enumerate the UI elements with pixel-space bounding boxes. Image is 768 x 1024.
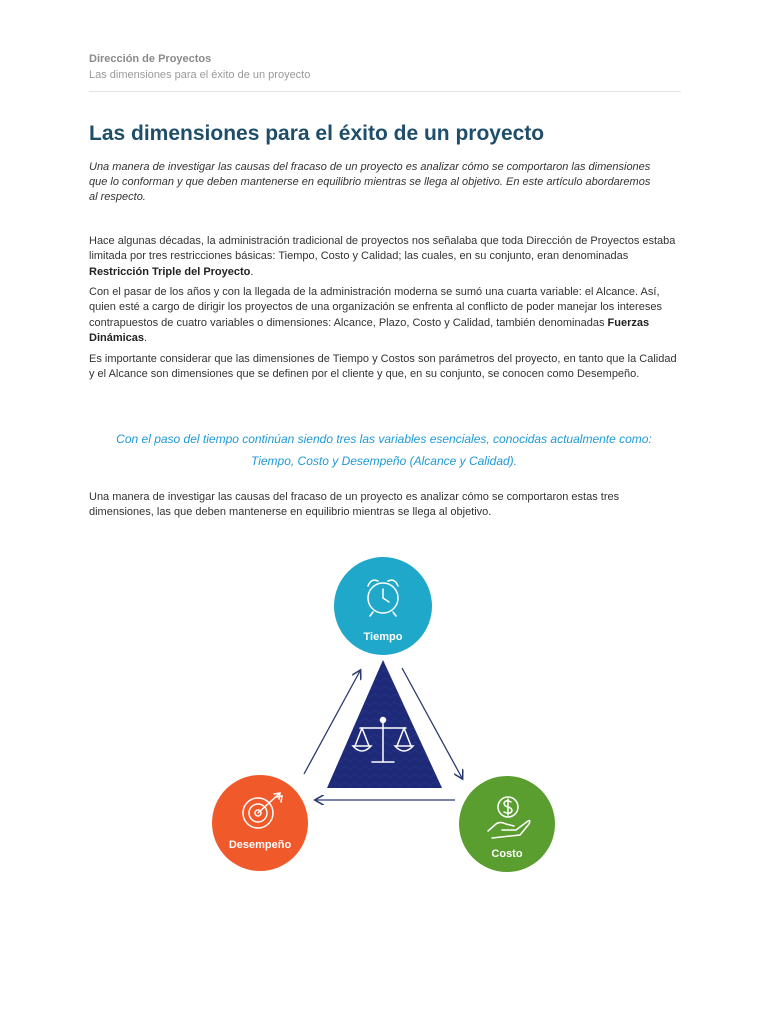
article-title: Las dimensiones para el éxito de un proyecto (89, 122, 545, 145)
paragraph-1-bold: Restricción Triple del Proyecto (89, 265, 251, 278)
node-desempeno-circle (212, 775, 308, 871)
pull-quote-line-2: Tiempo, Costo y Desempeño (Alcance y Calidad). (250, 454, 517, 468)
center-triangle (327, 660, 442, 788)
paragraph-1-end: . (250, 265, 254, 278)
pull-quote-line-1: Con el paso del tiempo continúan siendo tres las variables esenciales, conocidas actualmente como: (116, 432, 652, 446)
header-divider (89, 91, 681, 92)
paragraph-2 (89, 285, 679, 346)
node-tiempo-label: Tiempo (363, 631, 403, 643)
dimensions-diagram (190, 548, 570, 888)
article-lead: Una manera de investigar las causas del fracaso de un proyecto es analizar cómo se comportaron las dimensiones que lo conforman y que deben mantenerse en equilibrio mientras se llega al objetivo. En este artículo abordaremos al respecto. (89, 161, 651, 204)
node-tiempo (334, 557, 432, 655)
node-costo (459, 776, 555, 872)
paragraph-3: Es importante considerar que las dimensiones de Tiempo y Costos son parámetros del proyecto, en tanto que la Calidad y el Alcance son dimensiones que se definen por el cliente y que, en su conjunto, se conocen como Desempeño. (89, 353, 677, 381)
paragraph-1-text: Hace algunas décadas, la administración tradicional de proyectos nos señalaba que toda Dirección de Proyectos estaba limitada por tres restricciones básicas: Tiempo, Costo y Calidad; las cuales, en su conjunto, eran denominadas (89, 235, 676, 263)
paragraph-4: Una manera de investigar las causas del fracaso de un proyecto es analizar cómo se comportaron estas tres dimensiones, las que deben mantenerse en equilibrio mientras se llega al objetivo. (89, 491, 620, 519)
page-subtitle: Las dimensiones para el éxito de un proyecto (89, 69, 311, 81)
node-costo-label: Costo (491, 848, 523, 860)
pull-quote (89, 428, 679, 472)
dimensions-diagram-svg (190, 548, 570, 888)
node-desempeno (212, 775, 308, 871)
paragraph-2-bold: Fuerzas Dinámicas (89, 316, 650, 344)
paragraph-2-text: Con el pasar de los años y con la llegada de la administración moderna se sumó una cuarta variable: el Alcance. Así, quien esté a cargo de dirigir los proyectos de una organización se enfrenta al conflicto de poder manejar los intereses contrapuestos de cuatro variables o dimensiones: Alcance, Plazo, Costo y Calidad, también denominadas (89, 286, 662, 329)
paragraph-2-end: . (144, 331, 148, 344)
paragraph-1 (89, 234, 679, 280)
section-name: Dirección de Proyectos (89, 53, 212, 65)
page-header (89, 52, 681, 83)
node-desempeno-label: Desempeño (228, 839, 292, 851)
